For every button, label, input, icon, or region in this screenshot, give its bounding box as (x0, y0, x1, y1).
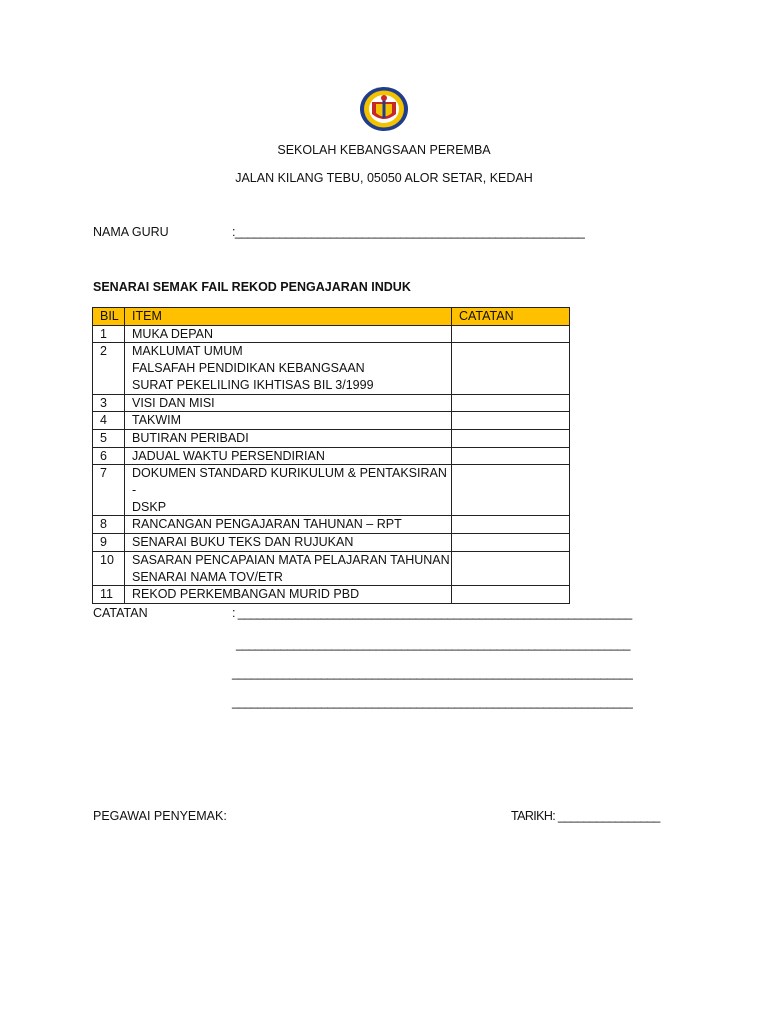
row-number: 7 (93, 465, 125, 516)
row-item (125, 343, 452, 394)
school-crest-icon (359, 86, 409, 132)
row-number: 6 (93, 447, 125, 465)
row-number: 8 (93, 516, 125, 534)
row-number: 10 (93, 551, 125, 585)
table-row (93, 534, 570, 552)
row-item-line: SENARAI BUKU TEKS DAN RUJUKAN (132, 535, 354, 550)
school-address: JALAN KILANG TEBU, 05050 ALOR SETAR, KEDAH (235, 171, 533, 185)
table-row (93, 586, 570, 604)
row-item-line: DOKUMEN STANDARD KURIKULUM & PENTAKSIRAN - (132, 466, 447, 498)
table-row (93, 325, 570, 343)
row-item (125, 412, 452, 430)
row-number: 1 (93, 325, 125, 343)
row-item (125, 586, 452, 604)
notes-line-4[interactable]: _______________________________________________________________ (232, 695, 633, 709)
notes-line-3[interactable]: _______________________________________________________________ (232, 666, 633, 680)
row-number: 2 (93, 343, 125, 394)
table-row (93, 429, 570, 447)
school-logo (359, 86, 409, 132)
table-row (93, 551, 570, 585)
table-row (93, 465, 570, 516)
checklist-title: SENARAI SEMAK FAIL REKOD PENGAJARAN INDUK (93, 280, 411, 294)
row-catatan-cell[interactable] (452, 586, 570, 604)
notes-line-1[interactable]: : ______________________________________________________________ (232, 606, 632, 620)
table-row (93, 394, 570, 412)
row-catatan-cell[interactable] (452, 343, 570, 394)
row-item-line: SASARAN PENCAPAIAN MATA PELAJARAN TAHUNAN (132, 552, 450, 567)
checklist-body (93, 325, 570, 603)
column-header-catatan: CATATAN (452, 308, 570, 326)
row-catatan-cell[interactable] (452, 551, 570, 585)
date-field[interactable]: TARIKH: ________________ (511, 809, 660, 823)
notes-label: CATATAN (93, 606, 148, 620)
column-header-bil: BIL (93, 308, 125, 326)
notes-line-2[interactable]: ______________________________________________________________ (236, 637, 630, 651)
table-row (93, 447, 570, 465)
school-name: SEKOLAH KEBANGSAAN PEREMBA (277, 143, 491, 157)
row-catatan-cell[interactable] (452, 465, 570, 516)
row-catatan-cell[interactable] (452, 429, 570, 447)
row-item-line: REKOD PERKEMBANGAN MURID PBD (132, 587, 360, 602)
row-item-line: JADUAL WAKTU PERSENDIRIAN (132, 448, 325, 463)
row-item-line: DSKP (132, 499, 167, 514)
row-item (125, 551, 452, 585)
row-number: 9 (93, 534, 125, 552)
table-header-row (93, 308, 570, 326)
row-item-line: RANCANGAN PENGAJARAN TAHUNAN – RPT (132, 517, 402, 532)
checker-label: PEGAWAI PENYEMAK: (93, 809, 227, 823)
table-row (93, 343, 570, 394)
row-catatan-cell[interactable] (452, 516, 570, 534)
row-number: 3 (93, 394, 125, 412)
row-item-line: TAKWIM (132, 413, 182, 428)
row-item-line: MUKA DEPAN (132, 326, 214, 341)
row-item (125, 325, 452, 343)
checklist-table (92, 307, 570, 604)
table-row (93, 516, 570, 534)
row-item-line: MAKLUMAT UMUM (132, 344, 243, 359)
row-item-line: SENARAI NAMA TOV/ETR (132, 569, 283, 584)
row-item-line: FALSAFAH PENDIDIKAN KEBANGSAAN (132, 361, 365, 376)
row-item (125, 394, 452, 412)
row-item-line: SURAT PEKELILING IKHTISAS BIL 3/1999 (132, 377, 374, 392)
row-catatan-cell[interactable] (452, 394, 570, 412)
row-item-line: VISI DAN MISI (132, 395, 215, 410)
row-number: 4 (93, 412, 125, 430)
row-item (125, 429, 452, 447)
column-header-item: ITEM (125, 308, 452, 326)
row-catatan-cell[interactable] (452, 447, 570, 465)
teacher-name-label: NAMA GURU (93, 225, 169, 239)
table-row (93, 412, 570, 430)
row-catatan-cell[interactable] (452, 534, 570, 552)
row-item (125, 447, 452, 465)
row-catatan-cell[interactable] (452, 325, 570, 343)
row-item (125, 516, 452, 534)
row-item (125, 465, 452, 516)
row-catatan-cell[interactable] (452, 412, 570, 430)
row-item-line: BUTIRAN PERIBADI (132, 430, 249, 445)
row-number: 11 (93, 586, 125, 604)
row-item (125, 534, 452, 552)
teacher-name-field[interactable]: :_______________________________________________________ (232, 225, 585, 239)
row-number: 5 (93, 429, 125, 447)
